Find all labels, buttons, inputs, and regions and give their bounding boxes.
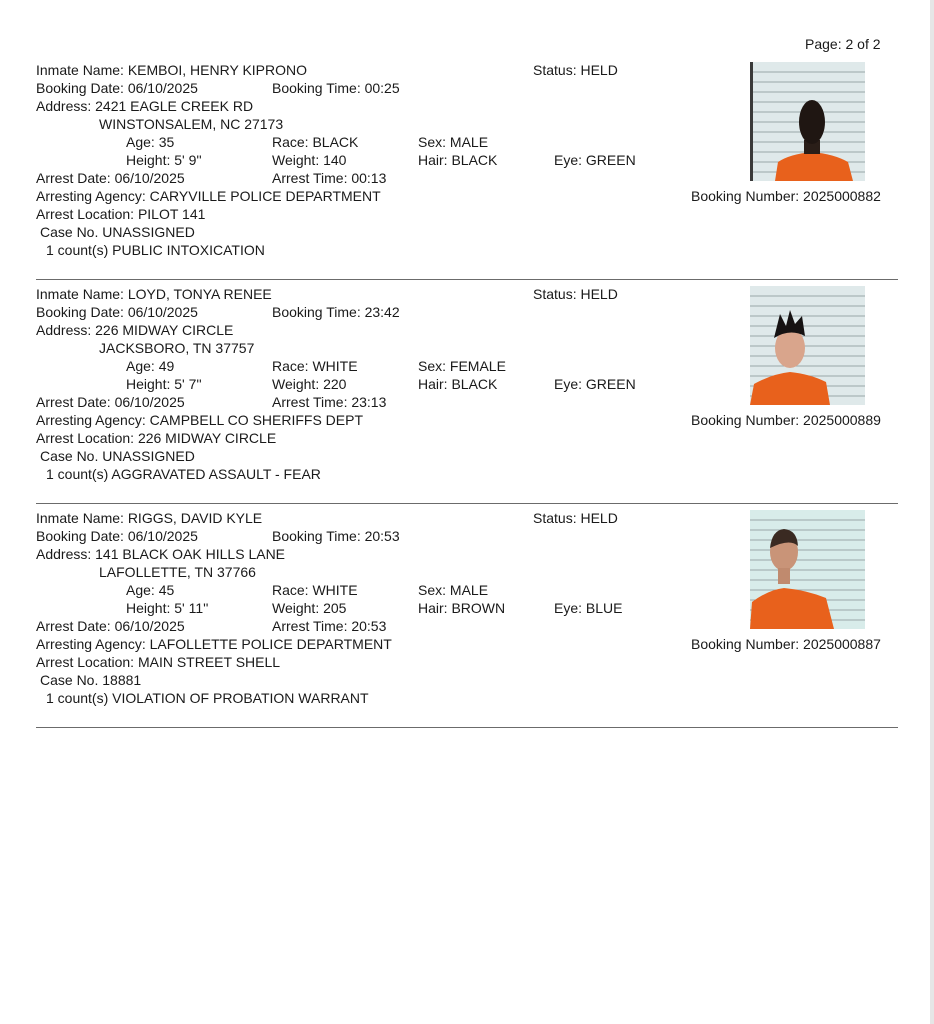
inmate-record [0, 510, 934, 734]
address-line-1: Address: 2421 EAGLE CREEK RD [36, 98, 254, 114]
booking-time: Booking Time: 23:42 [272, 304, 400, 320]
race: Race: BLACK [272, 134, 359, 150]
age: Age: 45 [126, 582, 175, 598]
record-divider [36, 503, 898, 504]
booking-date: Booking Date: 06/10/2025 [36, 528, 198, 544]
arrest-location: Arrest Location: MAIN STREET SHELL [36, 654, 281, 670]
status: Status: HELD [533, 62, 618, 78]
eye: Eye: BLUE [554, 600, 623, 616]
booking-date: Booking Date: 06/10/2025 [36, 304, 198, 320]
page-number: Page: 2 of 2 [805, 36, 881, 52]
sex: Sex: MALE [418, 134, 489, 150]
arresting-agency: Arresting Agency: CARYVILLE POLICE DEPARTMENT [36, 188, 381, 204]
case-number: Case No. UNASSIGNED [40, 448, 195, 464]
booking-number: Booking Number: 2025000887 [691, 636, 881, 652]
arresting-agency: Arresting Agency: CAMPBELL CO SHERIFFS DEPT [36, 412, 364, 428]
inmate-name: Inmate Name: LOYD, TONYA RENEE [36, 286, 272, 302]
charge: 1 count(s) PUBLIC INTOXICATION [46, 242, 265, 258]
booking-time: Booking Time: 20:53 [272, 528, 400, 544]
charge: 1 count(s) VIOLATION OF PROBATION WARRANT [46, 690, 369, 706]
arrest-time: Arrest Time: 20:53 [272, 618, 387, 634]
hair: Hair: BLACK [418, 152, 498, 168]
height: Height: 5' 7'' [126, 376, 202, 392]
arrest-location: Arrest Location: PILOT 141 [36, 206, 206, 222]
weight: Weight: 220 [272, 376, 347, 392]
booking-number: Booking Number: 2025000889 [691, 412, 881, 428]
weight: Weight: 140 [272, 152, 347, 168]
arrest-time: Arrest Time: 23:13 [272, 394, 387, 410]
mugshot-photo [750, 286, 865, 405]
address-line-2: WINSTONSALEM, NC 27173 [99, 116, 284, 132]
charge: 1 count(s) AGGRAVATED ASSAULT - FEAR [46, 466, 321, 482]
weight: Weight: 205 [272, 600, 347, 616]
case-number: Case No. 18881 [40, 672, 142, 688]
record-divider [36, 727, 898, 728]
arrest-date: Arrest Date: 06/10/2025 [36, 394, 185, 410]
status: Status: HELD [533, 510, 618, 526]
eye: Eye: GREEN [554, 152, 636, 168]
race: Race: WHITE [272, 358, 358, 374]
case-number: Case No. UNASSIGNED [40, 224, 195, 240]
age: Age: 35 [126, 134, 175, 150]
arrest-date: Arrest Date: 06/10/2025 [36, 618, 185, 634]
booking-date: Booking Date: 06/10/2025 [36, 80, 198, 96]
sex: Sex: MALE [418, 582, 489, 598]
address-line-1: Address: 226 MIDWAY CIRCLE [36, 322, 234, 338]
inmate-record [0, 286, 934, 510]
inmate-record [0, 62, 934, 286]
mugshot-photo [750, 62, 865, 181]
booking-time: Booking Time: 00:25 [272, 80, 400, 96]
arrest-location: Arrest Location: 226 MIDWAY CIRCLE [36, 430, 277, 446]
status: Status: HELD [533, 286, 618, 302]
hair: Hair: BROWN [418, 600, 506, 616]
address-line-2: JACKSBORO, TN 37757 [99, 340, 255, 356]
arresting-agency: Arresting Agency: LAFOLLETTE POLICE DEPARTMENT [36, 636, 392, 652]
hair: Hair: BLACK [418, 376, 498, 392]
age: Age: 49 [126, 358, 175, 374]
sex: Sex: FEMALE [418, 358, 506, 374]
eye: Eye: GREEN [554, 376, 636, 392]
mugshot-photo [750, 510, 865, 629]
height: Height: 5' 9'' [126, 152, 202, 168]
inmate-name: Inmate Name: KEMBOI, HENRY KIPRONO [36, 62, 308, 78]
record-divider [36, 279, 898, 280]
booking-number: Booking Number: 2025000882 [691, 188, 881, 204]
arrest-time: Arrest Time: 00:13 [272, 170, 387, 186]
height: Height: 5' 11'' [126, 600, 209, 616]
arrest-date: Arrest Date: 06/10/2025 [36, 170, 185, 186]
address-line-2: LAFOLLETTE, TN 37766 [99, 564, 256, 580]
address-line-1: Address: 141 BLACK OAK HILLS LANE [36, 546, 286, 562]
race: Race: WHITE [272, 582, 358, 598]
inmate-name: Inmate Name: RIGGS, DAVID KYLE [36, 510, 263, 526]
